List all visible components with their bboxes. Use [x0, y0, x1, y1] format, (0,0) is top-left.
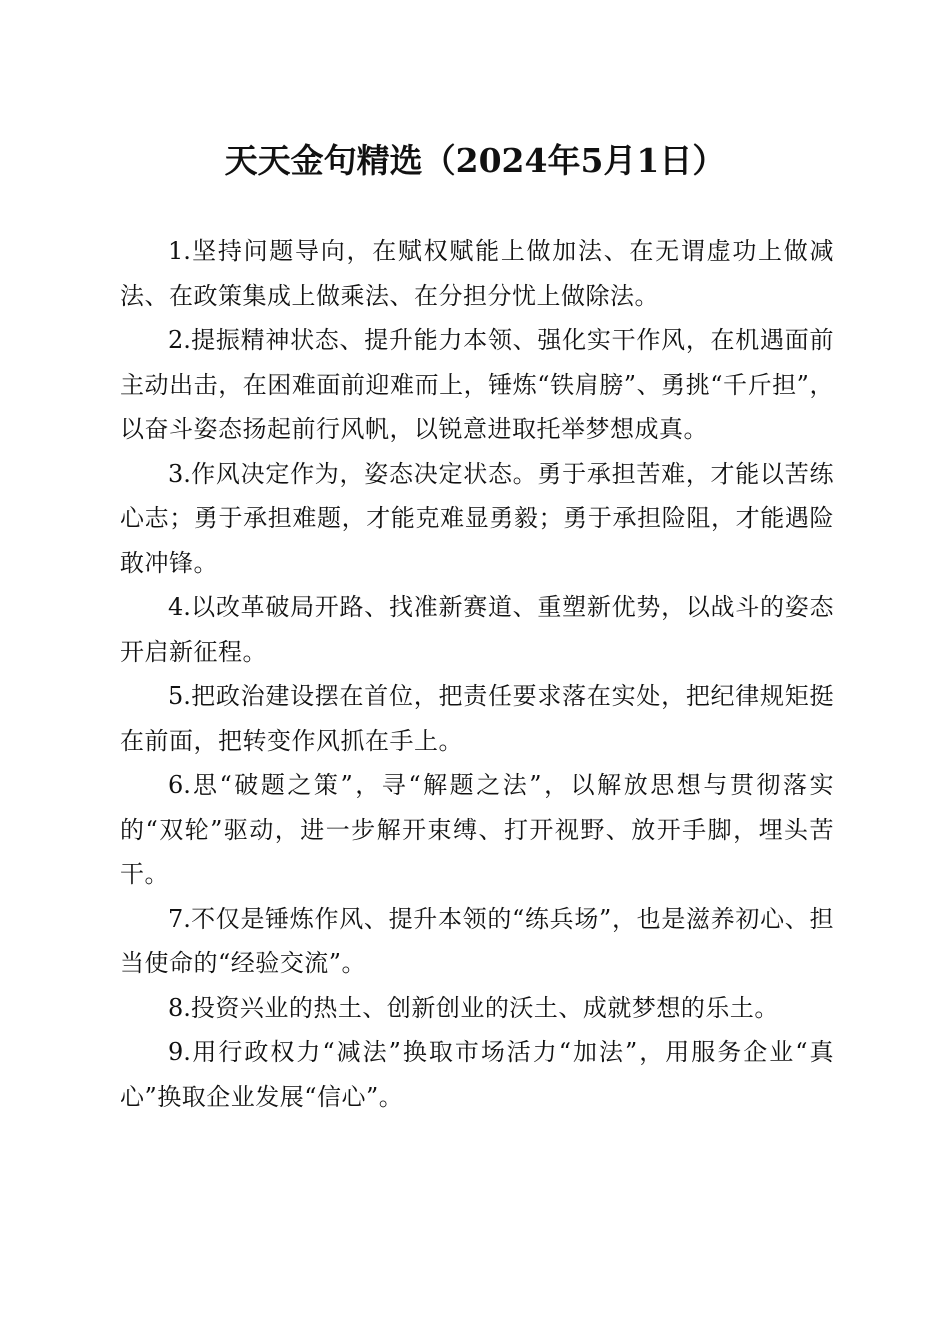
item-text: 作风决定作为，姿态决定状态。勇于承担苦难，才能以苦练心志；勇于承担难题，才能克难显勇毅；勇于承担险阻，才能遇险敢冲锋。: [120, 459, 834, 577]
item-number: 6.: [168, 771, 191, 799]
item-text: 以改革破局开路、找准新赛道、重塑新优势，以战斗的姿态开启新征程。: [120, 593, 834, 666]
page-title: 天天金句精选（2024年5月1日）: [224, 141, 726, 180]
item-number: 2.: [168, 326, 191, 354]
item-text: 把政治建设摆在首位，把责任要求落在实处，把纪律规矩挺在前面，把转变作风抓在手上。: [120, 682, 834, 755]
item-number: 3.: [168, 459, 191, 488]
item-number: 9.: [168, 1038, 191, 1066]
list-item: [120, 452, 834, 586]
list-item: [120, 897, 834, 986]
list-item: [120, 229, 834, 318]
item-text: 用行政权力“减法”换取市场活力“加法”，用服务企业“真心”换取企业发展“信心”。: [120, 1038, 834, 1111]
item-number: 7.: [168, 904, 191, 933]
list-item: [120, 986, 834, 1031]
list-item: [120, 318, 834, 452]
item-text: 不仅是锤炼作风、提升本领的“练兵场”，也是滋养初心、担当使命的“经验交流”。: [120, 904, 834, 977]
list-item: [120, 1030, 834, 1119]
item-text: 投资兴业的热土、创新创业的沃土、成就梦想的乐土。: [190, 993, 779, 1022]
item-text: 提振精神状态、提升能力本领、强化实干作风，在机遇面前主动出击，在困难面前迎难而上，锤炼“铁肩膀”、勇挑“千斤担”，以奋斗姿态扬起前行风帆，以锐意进取托举梦想成真。: [120, 326, 834, 443]
item-number: 1.: [168, 237, 191, 265]
item-number: 8.: [168, 993, 191, 1022]
item-number: 5.: [168, 682, 191, 710]
item-number: 4.: [168, 593, 191, 621]
list-item: [120, 585, 834, 674]
item-text: 思“破题之策”，寻“解题之法”，以解放思想与贯彻落实的“双轮”驱动，进一步解开束缚、打开视野、放开手脚，埋头苦干。: [120, 771, 834, 888]
list-item: [120, 674, 834, 763]
list-item: [120, 763, 834, 897]
quote-list: [120, 229, 834, 1119]
item-text: 坚持问题导向，在赋权赋能上做加法、在无谓虚功上做减法、在政策集成上做乘法、在分担分忧上做除法。: [120, 237, 834, 310]
